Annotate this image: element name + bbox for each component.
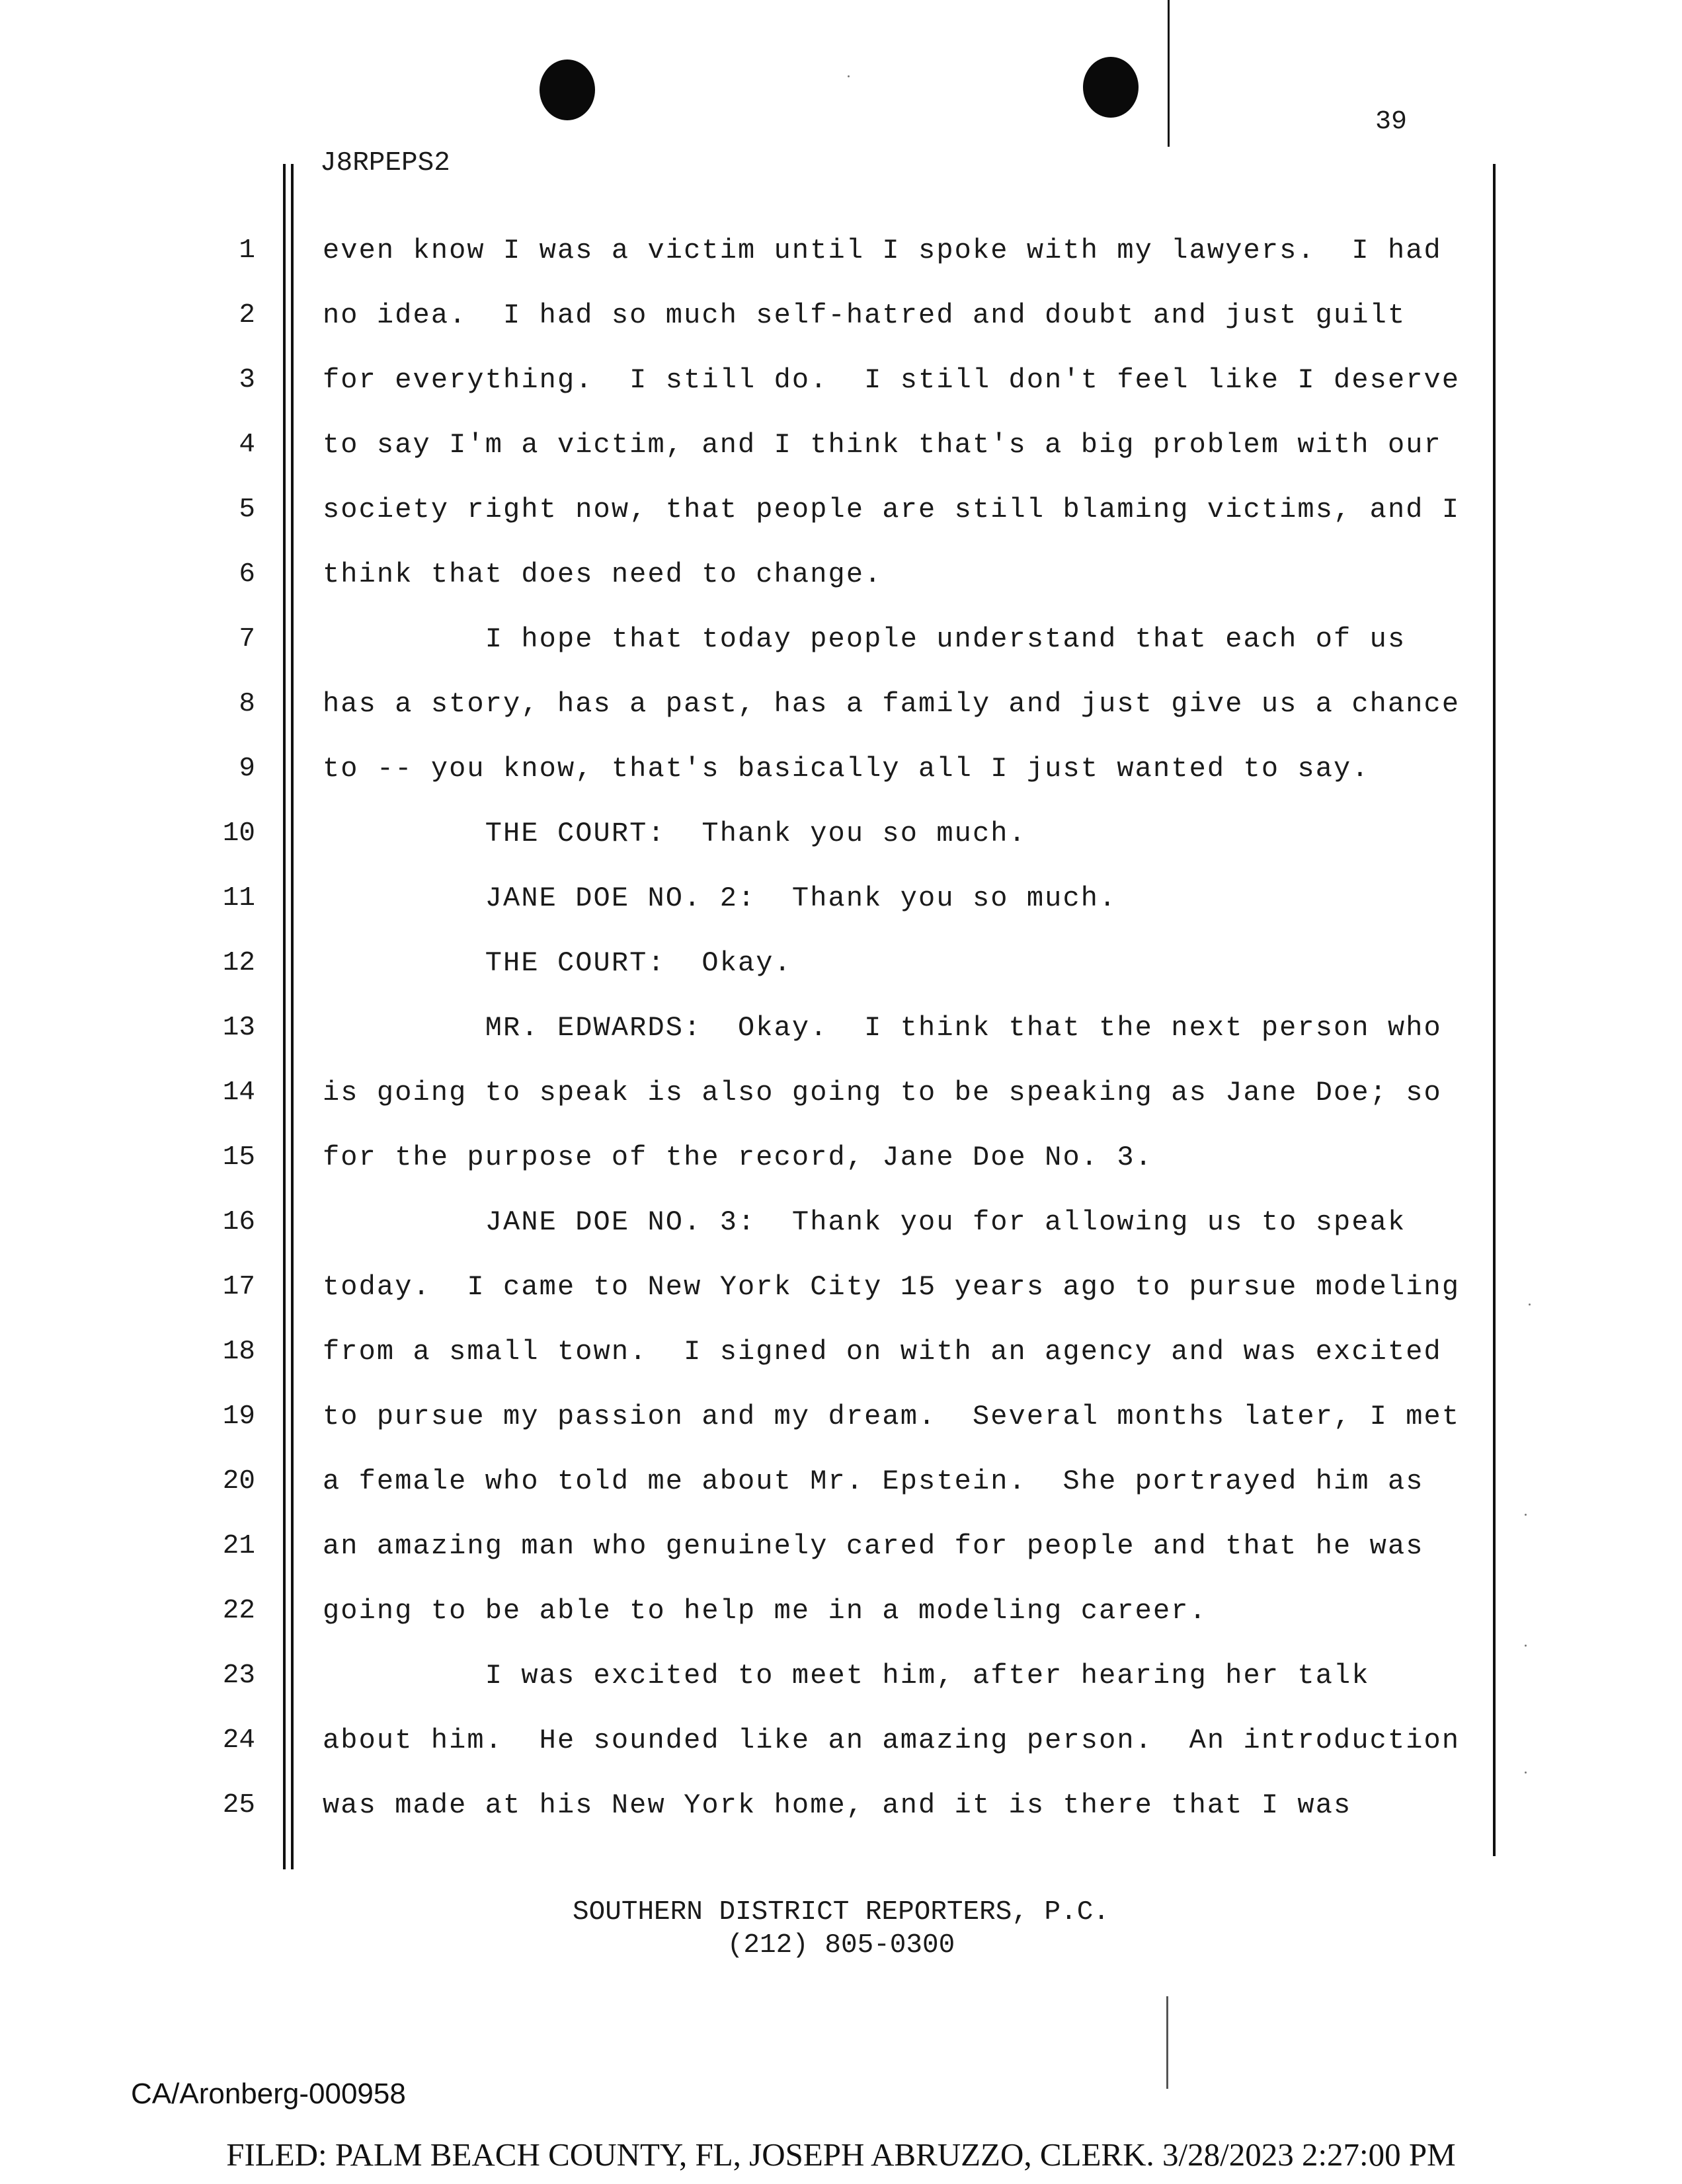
transcript-line: society right now, that people are still blaming victims, and I [323, 494, 1461, 526]
line-number: 13 [222, 1013, 255, 1043]
transcript-line: JANE DOE NO. 2: Thank you so much. [323, 882, 1117, 914]
transcript-line: think that does need to change. [323, 559, 883, 590]
transcript-line: MR. EDWARDS: Okay. I think that the next person who [323, 1012, 1442, 1044]
right-margin-rule [1493, 164, 1496, 1856]
reporter-name: SOUTHERN DISTRICT REPORTERS, P.C. [573, 1897, 1109, 1928]
line-number: 22 [222, 1596, 255, 1626]
document-code: J8RPEPS2 [320, 148, 450, 178]
left-margin-rule-outer [283, 164, 286, 1869]
scan-speck [1525, 1772, 1527, 1774]
punch-hole-right [1083, 57, 1139, 118]
scan-speck [1525, 1514, 1527, 1516]
scan-speck [1529, 1304, 1531, 1306]
line-number: 20 [222, 1466, 255, 1497]
line-number: 23 [222, 1660, 255, 1691]
transcript-line: I hope that today people understand that each of us [323, 623, 1406, 655]
line-number: 6 [239, 559, 255, 590]
scan-speck [1525, 1645, 1527, 1647]
fold-line-top [1168, 0, 1170, 147]
transcript-line: for the purpose of the record, Jane Doe No. 3. [323, 1142, 1153, 1173]
line-number: 19 [222, 1401, 255, 1432]
line-number: 9 [239, 754, 255, 784]
transcript-line: to -- you know, that's basically all I just wanted to say. [323, 753, 1370, 785]
transcript-line: for everything. I still do. I still don't feel like I deserve [323, 364, 1461, 396]
line-number: 7 [239, 624, 255, 654]
scan-speck [848, 75, 850, 77]
transcript-line: is going to speak is also going to be speaking as Jane Doe; so [323, 1077, 1442, 1109]
transcript-line: to say I'm a victim, and I think that's a big problem with our [323, 429, 1442, 461]
line-number: 25 [222, 1790, 255, 1820]
transcript-line: JANE DOE NO. 3: Thank you for allowing us to speak [323, 1206, 1406, 1238]
reporter-phone: (212) 805-0300 [727, 1930, 955, 1961]
transcript-line: has a story, has a past, has a family and just give us a chance [323, 688, 1461, 720]
line-number: 2 [239, 300, 255, 331]
line-number: 24 [222, 1725, 255, 1756]
transcript-line: to pursue my passion and my dream. Several months later, I met [323, 1401, 1461, 1432]
line-number: 18 [222, 1337, 255, 1367]
line-number: 8 [239, 689, 255, 719]
transcript-line: THE COURT: Okay. [323, 947, 792, 979]
transcript-line: from a small town. I signed on with an agency and was excited [323, 1336, 1442, 1368]
transcript-line: an amazing man who genuinely cared for people and that he was [323, 1530, 1424, 1562]
line-number: 10 [222, 818, 255, 849]
line-number: 21 [222, 1531, 255, 1561]
fold-line-bottom [1166, 1996, 1168, 2089]
line-number: 14 [222, 1077, 255, 1108]
punch-hole-left [540, 59, 595, 120]
line-number: 15 [222, 1142, 255, 1173]
transcript-line: no idea. I had so much self-hatred and doubt and just guilt [323, 299, 1406, 331]
line-number: 1 [239, 235, 255, 266]
transcript-line: even know I was a victim until I spoke with my lawyers. I had [323, 235, 1442, 266]
line-number: 12 [222, 948, 255, 978]
line-number: 11 [222, 883, 255, 914]
transcript-line: THE COURT: Thank you so much. [323, 818, 1027, 849]
transcript-line: today. I came to New York City 15 years ago to pursue modeling [323, 1271, 1461, 1303]
line-number: 5 [239, 494, 255, 525]
bates-number: CA/Aronberg-000958 [131, 2078, 406, 2110]
transcript-line: about him. He sounded like an amazing person. An introduction [323, 1725, 1461, 1756]
line-number: 16 [222, 1207, 255, 1237]
line-number: 4 [239, 430, 255, 460]
filed-stamp: FILED: PALM BEACH COUNTY, FL, JOSEPH ABRUZZO, CLERK. 3/28/2023 2:27:00 PM [226, 2136, 1456, 2173]
transcript-line: going to be able to help me in a modeling career. [323, 1595, 1207, 1627]
transcript-line: I was excited to meet him, after hearing her talk [323, 1660, 1370, 1692]
line-number: 17 [222, 1272, 255, 1302]
line-number: 3 [239, 365, 255, 395]
transcript-line: was made at his New York home, and it is there that I was [323, 1789, 1352, 1821]
left-margin-rule-inner [291, 164, 294, 1869]
page-number: 39 [1375, 107, 1408, 137]
transcript-line: a female who told me about Mr. Epstein. She portrayed him as [323, 1465, 1424, 1497]
